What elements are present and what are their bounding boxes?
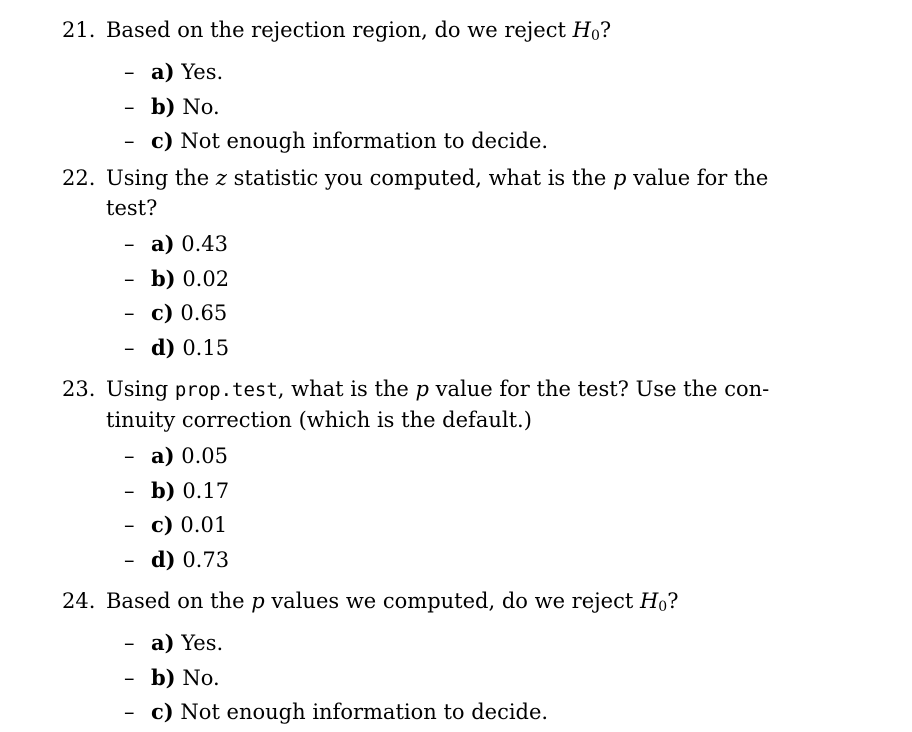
question-text: Using prop.test, what is the p value for the test? Use the con-tinuity correction (which is the default.) [106,377,770,432]
question-21 [62,15,802,159]
question-number: 23. [62,377,96,401]
question-text: Based on the p values we computed, do we reject $H_0$? [106,589,679,615]
question-number: 21. [62,18,96,42]
question-text: Based on the rejection region, do we reject $H_0$? [106,18,612,44]
option-list [62,626,802,730]
option-a: – a) Yes. [124,59,224,84]
question-22 [62,163,802,365]
option-list [62,55,802,159]
code-prop-test: prop.test [174,379,278,401]
question-text: Using the z statistic you computed, what is the p value for the test? [106,166,769,220]
option-a: – a) 0.43 [124,231,228,256]
option-b: – b) No. [124,93,220,119]
option-c: – c) 0.01 [124,512,228,537]
option-b: – b) 0.17 [124,477,230,503]
option-c: – c) Not enough information to decide. [124,128,549,153]
option-a: – a) Yes. [124,630,224,655]
question-number: 24. [62,589,96,613]
option-c: – c) 0.65 [124,300,228,325]
option-list [62,439,802,577]
question-number: 22. [62,166,96,190]
math-h0: $H_0$ [572,18,600,44]
option-b: – b) 0.02 [124,265,230,291]
option-a: – a) 0.05 [124,443,228,468]
option-d: – d) 0.15 [124,334,230,360]
option-list [62,227,802,365]
question-23 [62,374,802,577]
option-d: – d) 0.73 [124,546,230,572]
option-c: – c) Not enough information to decide. [124,699,549,724]
math-h0: $H_0$ [639,589,668,615]
option-b: – b) No. [124,664,220,690]
question-24 [62,586,802,730]
